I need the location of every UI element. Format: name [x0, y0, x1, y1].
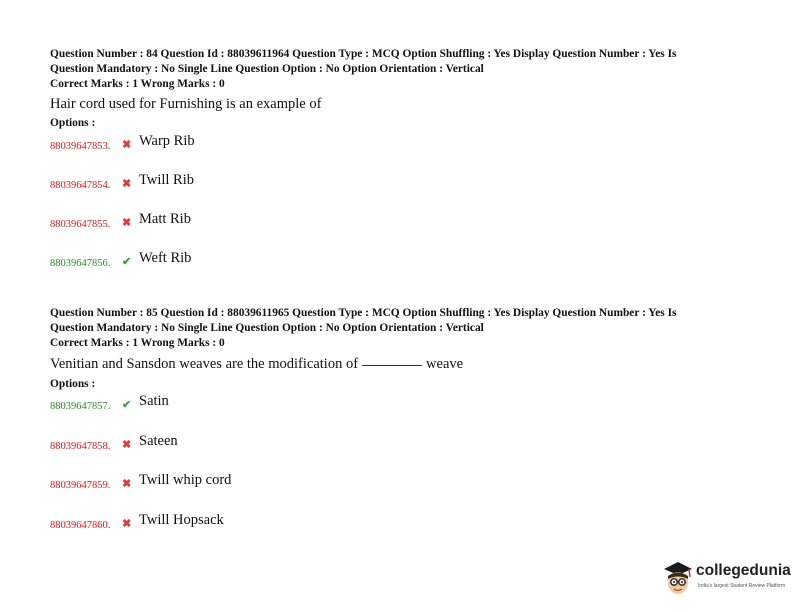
option-id: 88039647857.	[50, 401, 111, 412]
option-row[interactable]	[50, 433, 450, 455]
meta-line-2: Question Mandatory : No Single Line Question Option : No Option Orientation : Vertical	[50, 63, 484, 75]
option-row[interactable]	[50, 472, 450, 494]
cross-icon: ✖	[122, 518, 132, 530]
option-text: Twill Hopsack	[139, 512, 224, 528]
meta-line-2: Question Mandatory : No Single Line Question Option : No Option Orientation : Vertical	[50, 322, 484, 334]
marks-line: Correct Marks : 1 Wrong Marks : 0	[50, 78, 225, 90]
option-id: 88039647859.	[50, 480, 111, 491]
cross-icon: ✖	[122, 439, 132, 451]
options-label: Options :	[50, 378, 96, 390]
option-text: Twill Rib	[139, 172, 194, 188]
option-text: Satin	[139, 393, 169, 409]
cross-icon: ✖	[122, 178, 132, 190]
logo-wordmark: collegedunia	[696, 562, 791, 579]
question-85-meta	[50, 306, 740, 351]
answer-blank	[362, 365, 422, 366]
option-text: Weft Rib	[139, 250, 192, 266]
option-text: Twill whip cord	[139, 472, 232, 488]
option-id: 88039647860.	[50, 520, 111, 531]
meta-line-1: Question Number : 85 Question Id : 88039611965 Question Type : MCQ Option Shuffling : Yes Display Question Number : Yes Is	[50, 307, 677, 319]
question-85-text	[50, 356, 463, 373]
option-id: 88039647856.	[50, 258, 111, 269]
meta-line-1: Question Number : 84 Question Id : 88039611964 Question Type : MCQ Option Shuffling : Yes Display Question Number : Yes Is	[50, 48, 677, 60]
options-label: Options :	[50, 117, 96, 129]
option-id: 88039647853.	[50, 141, 111, 152]
option-text: Warp Rib	[139, 133, 195, 149]
collegedunia-logo	[662, 558, 791, 600]
question-84-text: Hair cord used for Furnishing is an example of	[50, 96, 322, 112]
check-icon: ✔	[122, 399, 132, 411]
cross-icon: ✖	[122, 478, 132, 490]
option-id: 88039647854.	[50, 180, 111, 191]
option-text: Sateen	[139, 433, 178, 449]
mascot-face-icon	[662, 560, 694, 596]
question-84-meta	[50, 47, 740, 92]
question-text-after-blank: weave	[426, 356, 464, 372]
option-row[interactable]	[50, 172, 450, 194]
cross-icon: ✖	[122, 139, 132, 151]
question-text-before-blank: Venitian and Sansdon weaves are the modification of	[50, 356, 359, 372]
option-row[interactable]	[50, 393, 450, 415]
option-text: Matt Rib	[139, 211, 191, 227]
check-icon: ✔	[122, 256, 132, 268]
option-id: 88039647855.	[50, 219, 111, 230]
option-row[interactable]	[50, 211, 450, 233]
option-id: 88039647858.	[50, 441, 111, 452]
marks-line: Correct Marks : 1 Wrong Marks : 0	[50, 337, 225, 349]
logo-tagline: India's largest Student Review Platform	[698, 583, 786, 589]
option-row[interactable]	[50, 133, 450, 155]
option-row[interactable]	[50, 250, 450, 272]
option-row[interactable]	[50, 512, 450, 534]
cross-icon: ✖	[122, 217, 132, 229]
